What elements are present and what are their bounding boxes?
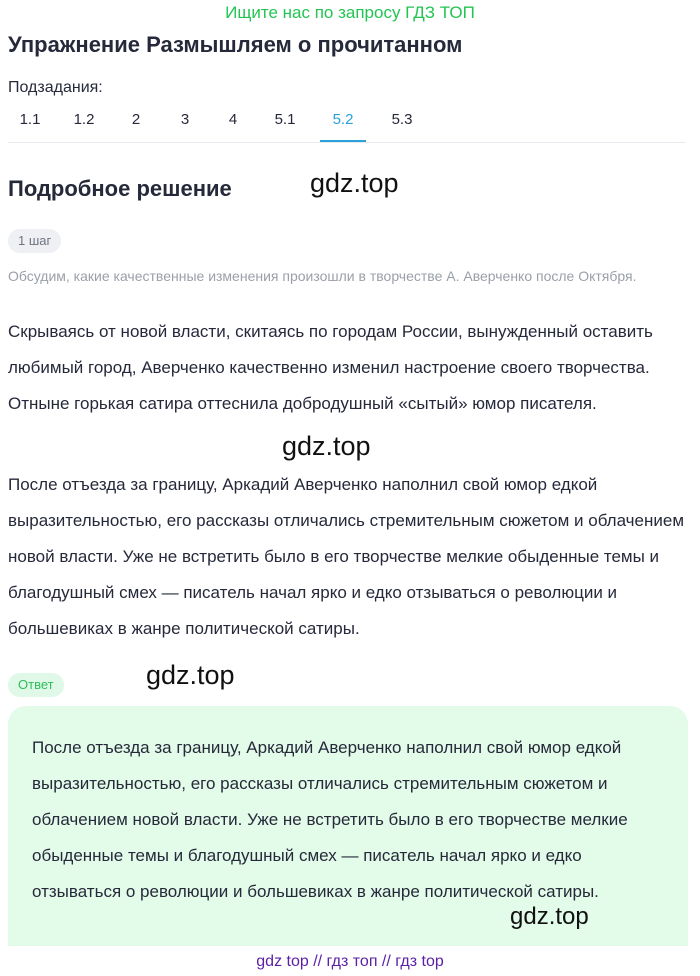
subtasks-label: Подзадания: (8, 79, 103, 96)
solution-paragraph: Скрываясь от новой власти, скитаясь по городам России, вынужденный оставить любимый город, Аверченко качественно изменил настроение своего творчества. Отныне горькая сатира оттеснила добродушный «сытый» юмор писателя. (8, 322, 653, 413)
tab-2[interactable]: 2 (131, 111, 141, 128)
footer-links[interactable]: gdz top // гдз топ // гдз top (256, 953, 444, 970)
tab-5-1[interactable]: 5.1 (274, 111, 296, 128)
tab-1-1[interactable]: 1.1 (19, 111, 41, 128)
step-badge: 1 шаг (8, 229, 61, 253)
tab-5-3[interactable]: 5.3 (391, 111, 413, 128)
watermark: gdz.top (146, 660, 235, 690)
answer-badge: Ответ (8, 673, 64, 697)
answer-text: После отъезда за границу, Аркадий Аверченко наполнил свой юмор едкой выразительностью, его рассказы отличались стремительным сюжетом и облачением новой власти. Уже не встретить было в его творчестве мелкие обыденные темы и благодушный смех — писатель начал ярко и едко отзываться о революции и большевиках в жанре политической сатиры. (32, 738, 628, 901)
solution-heading: Подробное решение (8, 176, 232, 201)
tab-5-2[interactable]: 5.2 (320, 100, 366, 142)
solution-paragraph: После отъезда за границу, Аркадий Аверченко наполнил свой юмор едкой выразительностью, его рассказы отличались стремительным сюжетом и облачением новой власти. Уже не встретить было в его творчестве мелкие обыденные темы и благодушный смех — писатель начал ярко и едко отзываться о революции и большевиках в жанре политической сатиры. (8, 475, 685, 638)
watermark: gdz.top (310, 168, 399, 198)
answer-box (8, 706, 688, 946)
watermark: gdz.top (282, 431, 371, 461)
subtask-tabs (8, 100, 686, 143)
tab-4[interactable]: 4 (228, 111, 238, 128)
page-title: Упражнение Размышляем о прочитанном (8, 32, 463, 57)
tab-1-2[interactable]: 1.2 (73, 111, 95, 128)
step-hint: Обсудим, какие качественные изменения произошли в творчестве А. Аверченко после Октября. (8, 268, 637, 284)
promo-banner[interactable]: Ищите нас по запросу ГДЗ ТОП (225, 3, 475, 22)
watermark: gdz.top (510, 903, 589, 930)
tab-3[interactable]: 3 (180, 111, 190, 128)
